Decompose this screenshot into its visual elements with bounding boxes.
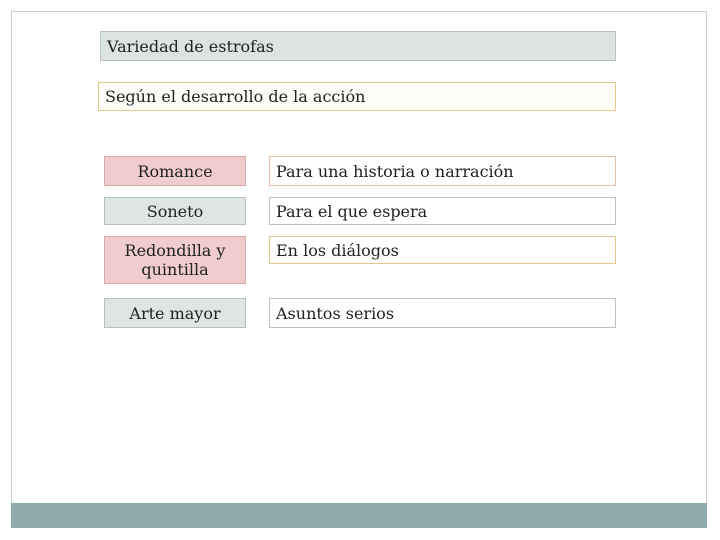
slide-subtitle <box>98 82 616 111</box>
description-label: En los diálogos <box>276 240 399 260</box>
term-label: Redondilla y quintilla <box>124 241 226 279</box>
description-label: Para el que espera <box>276 201 428 221</box>
term-redondilla-quintilla <box>104 236 246 284</box>
slide-title <box>100 31 616 61</box>
description-arte-mayor <box>269 298 616 328</box>
description-romance <box>269 156 616 186</box>
term-label: Romance <box>137 161 213 181</box>
term-arte-mayor <box>104 298 246 328</box>
term-label: Arte mayor <box>129 303 221 323</box>
term-soneto <box>104 197 246 225</box>
description-label: Asuntos serios <box>276 303 395 323</box>
description-label: Para una historia o narración <box>276 161 514 181</box>
term-label: Soneto <box>146 201 204 221</box>
description-soneto <box>269 197 616 225</box>
footer-bar <box>11 503 707 528</box>
slide-title-text: Variedad de estrofas <box>107 36 274 56</box>
slide-subtitle-text: Según el desarrollo de la acción <box>105 87 366 106</box>
description-redondilla-quintilla <box>269 236 616 264</box>
term-romance <box>104 156 246 186</box>
